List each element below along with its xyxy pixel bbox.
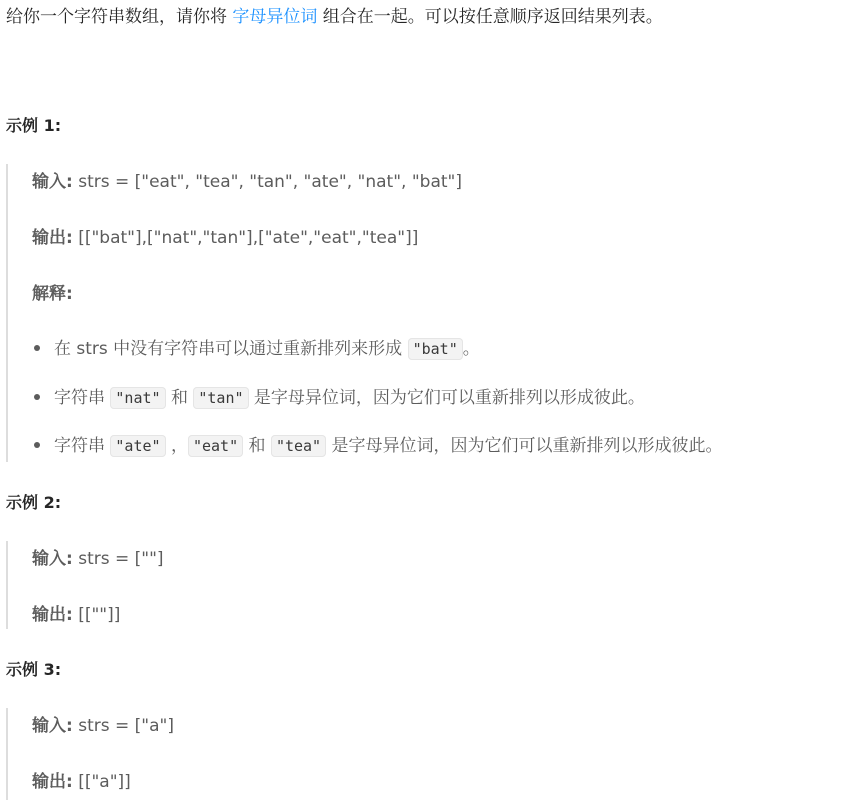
example-3-output: [32, 768, 131, 796]
output-label: 输出:: [32, 772, 73, 792]
example-2-output: [32, 601, 120, 629]
bullet-text: 字符串: [54, 388, 111, 408]
input-value: strs = ["eat", "tea", "tan", "ate", "nat", "bat"]: [72, 172, 462, 192]
example-2-block: [6, 541, 606, 629]
example-1-explain: [32, 280, 73, 308]
inline-code: "tan": [193, 387, 248, 409]
bullet-text: 在 strs 中没有字符串可以通过重新排列来形成: [54, 339, 408, 359]
bullet-text: 是字母异位词，因为它们可以重新排列以形成彼此。: [326, 436, 723, 456]
bullet-text: 和: [165, 388, 194, 408]
output-label: 输出:: [32, 228, 73, 248]
inline-code: "eat": [188, 435, 243, 457]
example-1-input: [32, 168, 462, 196]
example-3-block: [6, 708, 606, 800]
anagram-link[interactable]: 字母异位词: [232, 7, 318, 27]
input-value: strs = [""]: [72, 549, 164, 569]
problem-intro: [6, 3, 663, 31]
explain-bullet-2: [34, 384, 645, 412]
bullet-text: ，: [165, 436, 188, 456]
explain-label: 解释:: [32, 284, 73, 304]
bullet-dot: [34, 394, 40, 400]
example-1-block: [6, 164, 849, 462]
bullet-text: 字符串: [54, 436, 111, 456]
bullet-text: 和: [243, 436, 271, 456]
inline-code: "ate": [110, 435, 165, 457]
explain-bullet-1: [34, 335, 480, 363]
bullet-text: 。: [462, 339, 480, 359]
example-1-title: 示例 1:: [6, 116, 62, 135]
example-2-input: [32, 545, 164, 573]
inline-code: "tea": [271, 435, 326, 457]
output-value: [["a"]]: [72, 772, 131, 792]
bullet-dot: [34, 345, 40, 351]
example-2-title: 示例 2:: [6, 493, 62, 512]
bullet-dot: [34, 442, 40, 448]
output-value: [["bat"],["nat","tan"],["ate","eat","tea"]]: [72, 228, 419, 248]
example-1-output: [32, 224, 418, 252]
intro-text-after: 组合在一起。可以按任意顺序返回结果列表。: [317, 7, 663, 27]
output-value: [[""]]: [72, 605, 121, 625]
example-3-input: [32, 712, 174, 740]
output-label: 输出:: [32, 605, 73, 625]
inline-code: "bat": [408, 338, 463, 360]
explain-bullet-3: [34, 432, 723, 460]
intro-text-before: 给你一个字符串数组，请你将: [6, 7, 233, 27]
inline-code: "nat": [110, 387, 165, 409]
input-label: 输入:: [32, 549, 73, 569]
example-3-title: 示例 3:: [6, 660, 62, 679]
input-label: 输入:: [32, 172, 73, 192]
input-value: strs = ["a"]: [72, 716, 174, 736]
input-label: 输入:: [32, 716, 73, 736]
bullet-text: 是字母异位词，因为它们可以重新排列以形成彼此。: [248, 388, 645, 408]
